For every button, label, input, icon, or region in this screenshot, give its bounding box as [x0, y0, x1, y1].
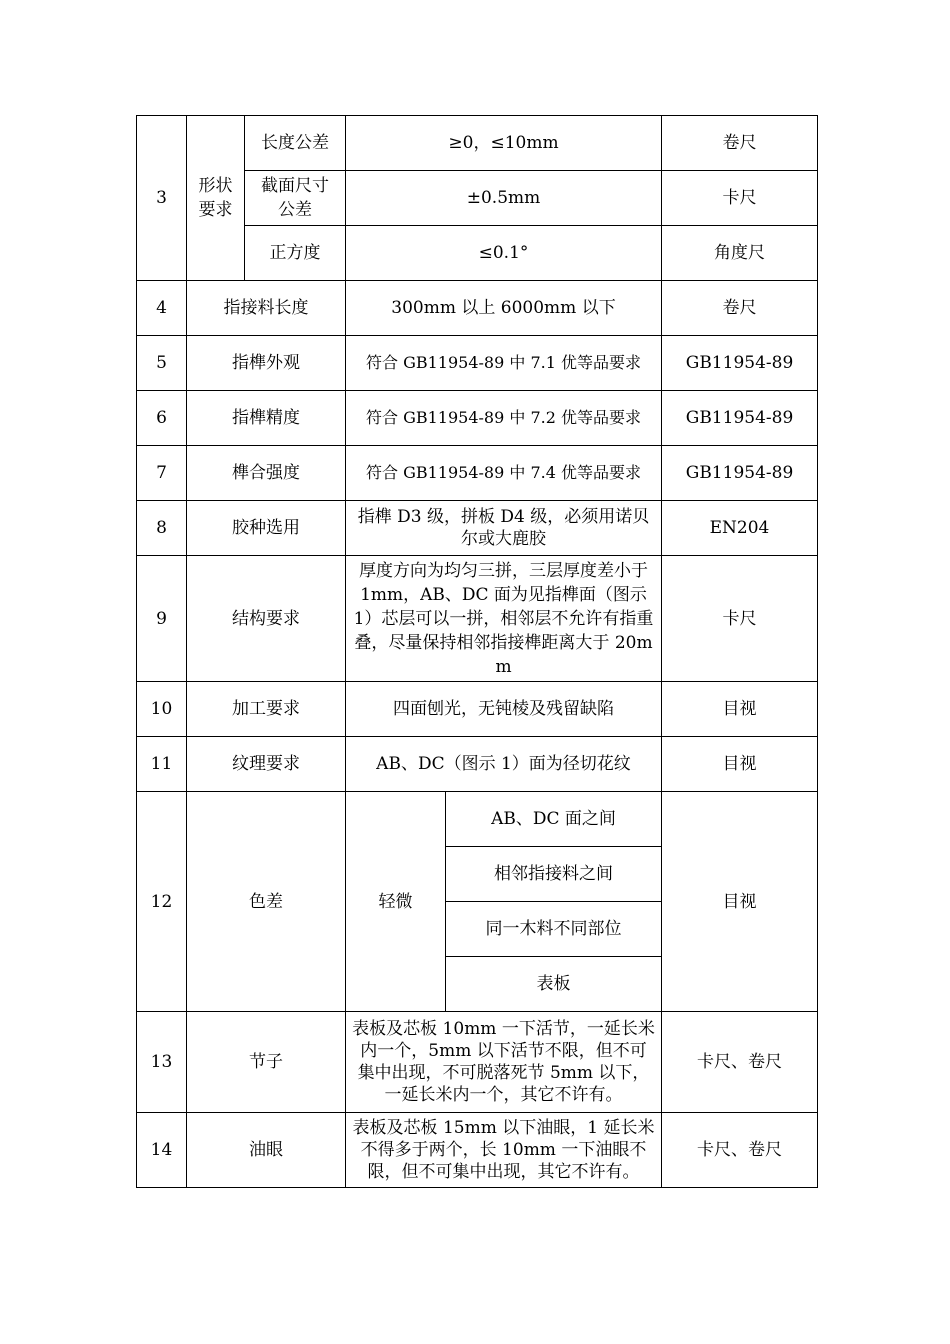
- row-number: 8: [137, 501, 187, 556]
- table-row: [137, 116, 818, 171]
- item-label: 色差: [187, 792, 346, 1012]
- tool-cell: GB11954-89: [662, 336, 818, 391]
- item-label: 油眼: [187, 1113, 346, 1188]
- row-number: 14: [137, 1113, 187, 1188]
- table-row: [137, 1012, 818, 1113]
- sub-item-label: 同一木料不同部位: [446, 902, 662, 957]
- item-label: 榫合强度: [187, 446, 346, 501]
- table-row: [137, 446, 818, 501]
- item-label: 纹理要求: [187, 737, 346, 792]
- item-label: 节子: [187, 1012, 346, 1113]
- tool-cell: 角度尺: [662, 226, 818, 281]
- item-label: 指接料长度: [187, 281, 346, 336]
- sub-item-label: 表板: [446, 957, 662, 1012]
- tool-cell: GB11954-89: [662, 446, 818, 501]
- requirement-cell: 厚度方向为均匀三拼，三层厚度差小于 1mm，AB、DC 面为见指榫面（图示 1）芯层可以一拼，相邻层不允许有指重叠，尽量保持相邻指接榫距离大于 20mm: [346, 556, 662, 682]
- tool-cell: EN204: [662, 501, 818, 556]
- row-number: 12: [137, 792, 187, 1012]
- row-number: 11: [137, 737, 187, 792]
- sub-item-label: 长度公差: [245, 116, 346, 171]
- table-row: [137, 501, 818, 556]
- table-row: [137, 682, 818, 737]
- requirement-cell: ±0.5mm: [346, 171, 662, 226]
- table-row: [137, 792, 818, 847]
- item-label: 结构要求: [187, 556, 346, 682]
- requirement-cell: 符合 GB11954-89 中 7.2 优等品要求: [346, 391, 662, 446]
- item-label: 指榫精度: [187, 391, 346, 446]
- table-row: [137, 281, 818, 336]
- row-number: 4: [137, 281, 187, 336]
- row-number: 10: [137, 682, 187, 737]
- requirement-cell: 符合 GB11954-89 中 7.1 优等品要求: [346, 336, 662, 391]
- sub-item-label: 截面尺寸 公差: [245, 171, 346, 226]
- sub-item-label: 相邻指接料之间: [446, 847, 662, 902]
- requirement-cell: ≥0，≤10mm: [346, 116, 662, 171]
- tool-cell: 卡尺、卷尺: [662, 1113, 818, 1188]
- tool-cell: 卡尺、卷尺: [662, 1012, 818, 1113]
- table-row: [137, 556, 818, 682]
- requirement-cell: 300mm 以上 6000mm 以下: [346, 281, 662, 336]
- requirement-cell: 四面刨光，无钝棱及残留缺陷: [346, 682, 662, 737]
- quality-spec-table: [136, 115, 818, 1188]
- row-number: 7: [137, 446, 187, 501]
- row-number: 9: [137, 556, 187, 682]
- item-group-label: 形状 要求: [187, 116, 245, 281]
- row-number: 3: [137, 116, 187, 281]
- table-row: [137, 737, 818, 792]
- item-label: 加工要求: [187, 682, 346, 737]
- tool-cell: 卡尺: [662, 556, 818, 682]
- row-number: 5: [137, 336, 187, 391]
- tool-cell: 卷尺: [662, 116, 818, 171]
- tool-cell: 卷尺: [662, 281, 818, 336]
- table-row: [137, 336, 818, 391]
- tool-cell: 目视: [662, 792, 818, 1012]
- tool-cell: 卡尺: [662, 171, 818, 226]
- requirement-cell: AB、DC（图示 1）面为径切花纹: [346, 737, 662, 792]
- tool-cell: 目视: [662, 737, 818, 792]
- row-number: 13: [137, 1012, 187, 1113]
- requirement-cell: ≤0.1°: [346, 226, 662, 281]
- requirement-cell: 指榫 D3 级，拼板 D4 级，必须用诺贝尔或大鹿胶: [346, 501, 662, 556]
- requirement-cell: 符合 GB11954-89 中 7.4 优等品要求: [346, 446, 662, 501]
- sub-item-label: 正方度: [245, 226, 346, 281]
- table-row: [137, 391, 818, 446]
- row-number: 6: [137, 391, 187, 446]
- tool-cell: GB11954-89: [662, 391, 818, 446]
- tool-cell: 目视: [662, 682, 818, 737]
- level-cell: 轻微: [346, 792, 446, 1012]
- item-label: 指榫外观: [187, 336, 346, 391]
- sub-item-label: AB、DC 面之间: [446, 792, 662, 847]
- requirement-cell: 表板及芯板 10mm 一下活节，一延长米内一个，5mm 以下活节不限，但不可集中出现，不可脱落死节 5mm 以下，一延长米内一个，其它不许有。: [346, 1012, 662, 1113]
- requirement-cell: 表板及芯板 15mm 以下油眼，1 延长米不得多于两个，长 10mm 一下油眼不限，但不可集中出现，其它不许有。: [346, 1113, 662, 1188]
- table-row: [137, 1113, 818, 1188]
- item-label: 胶种选用: [187, 501, 346, 556]
